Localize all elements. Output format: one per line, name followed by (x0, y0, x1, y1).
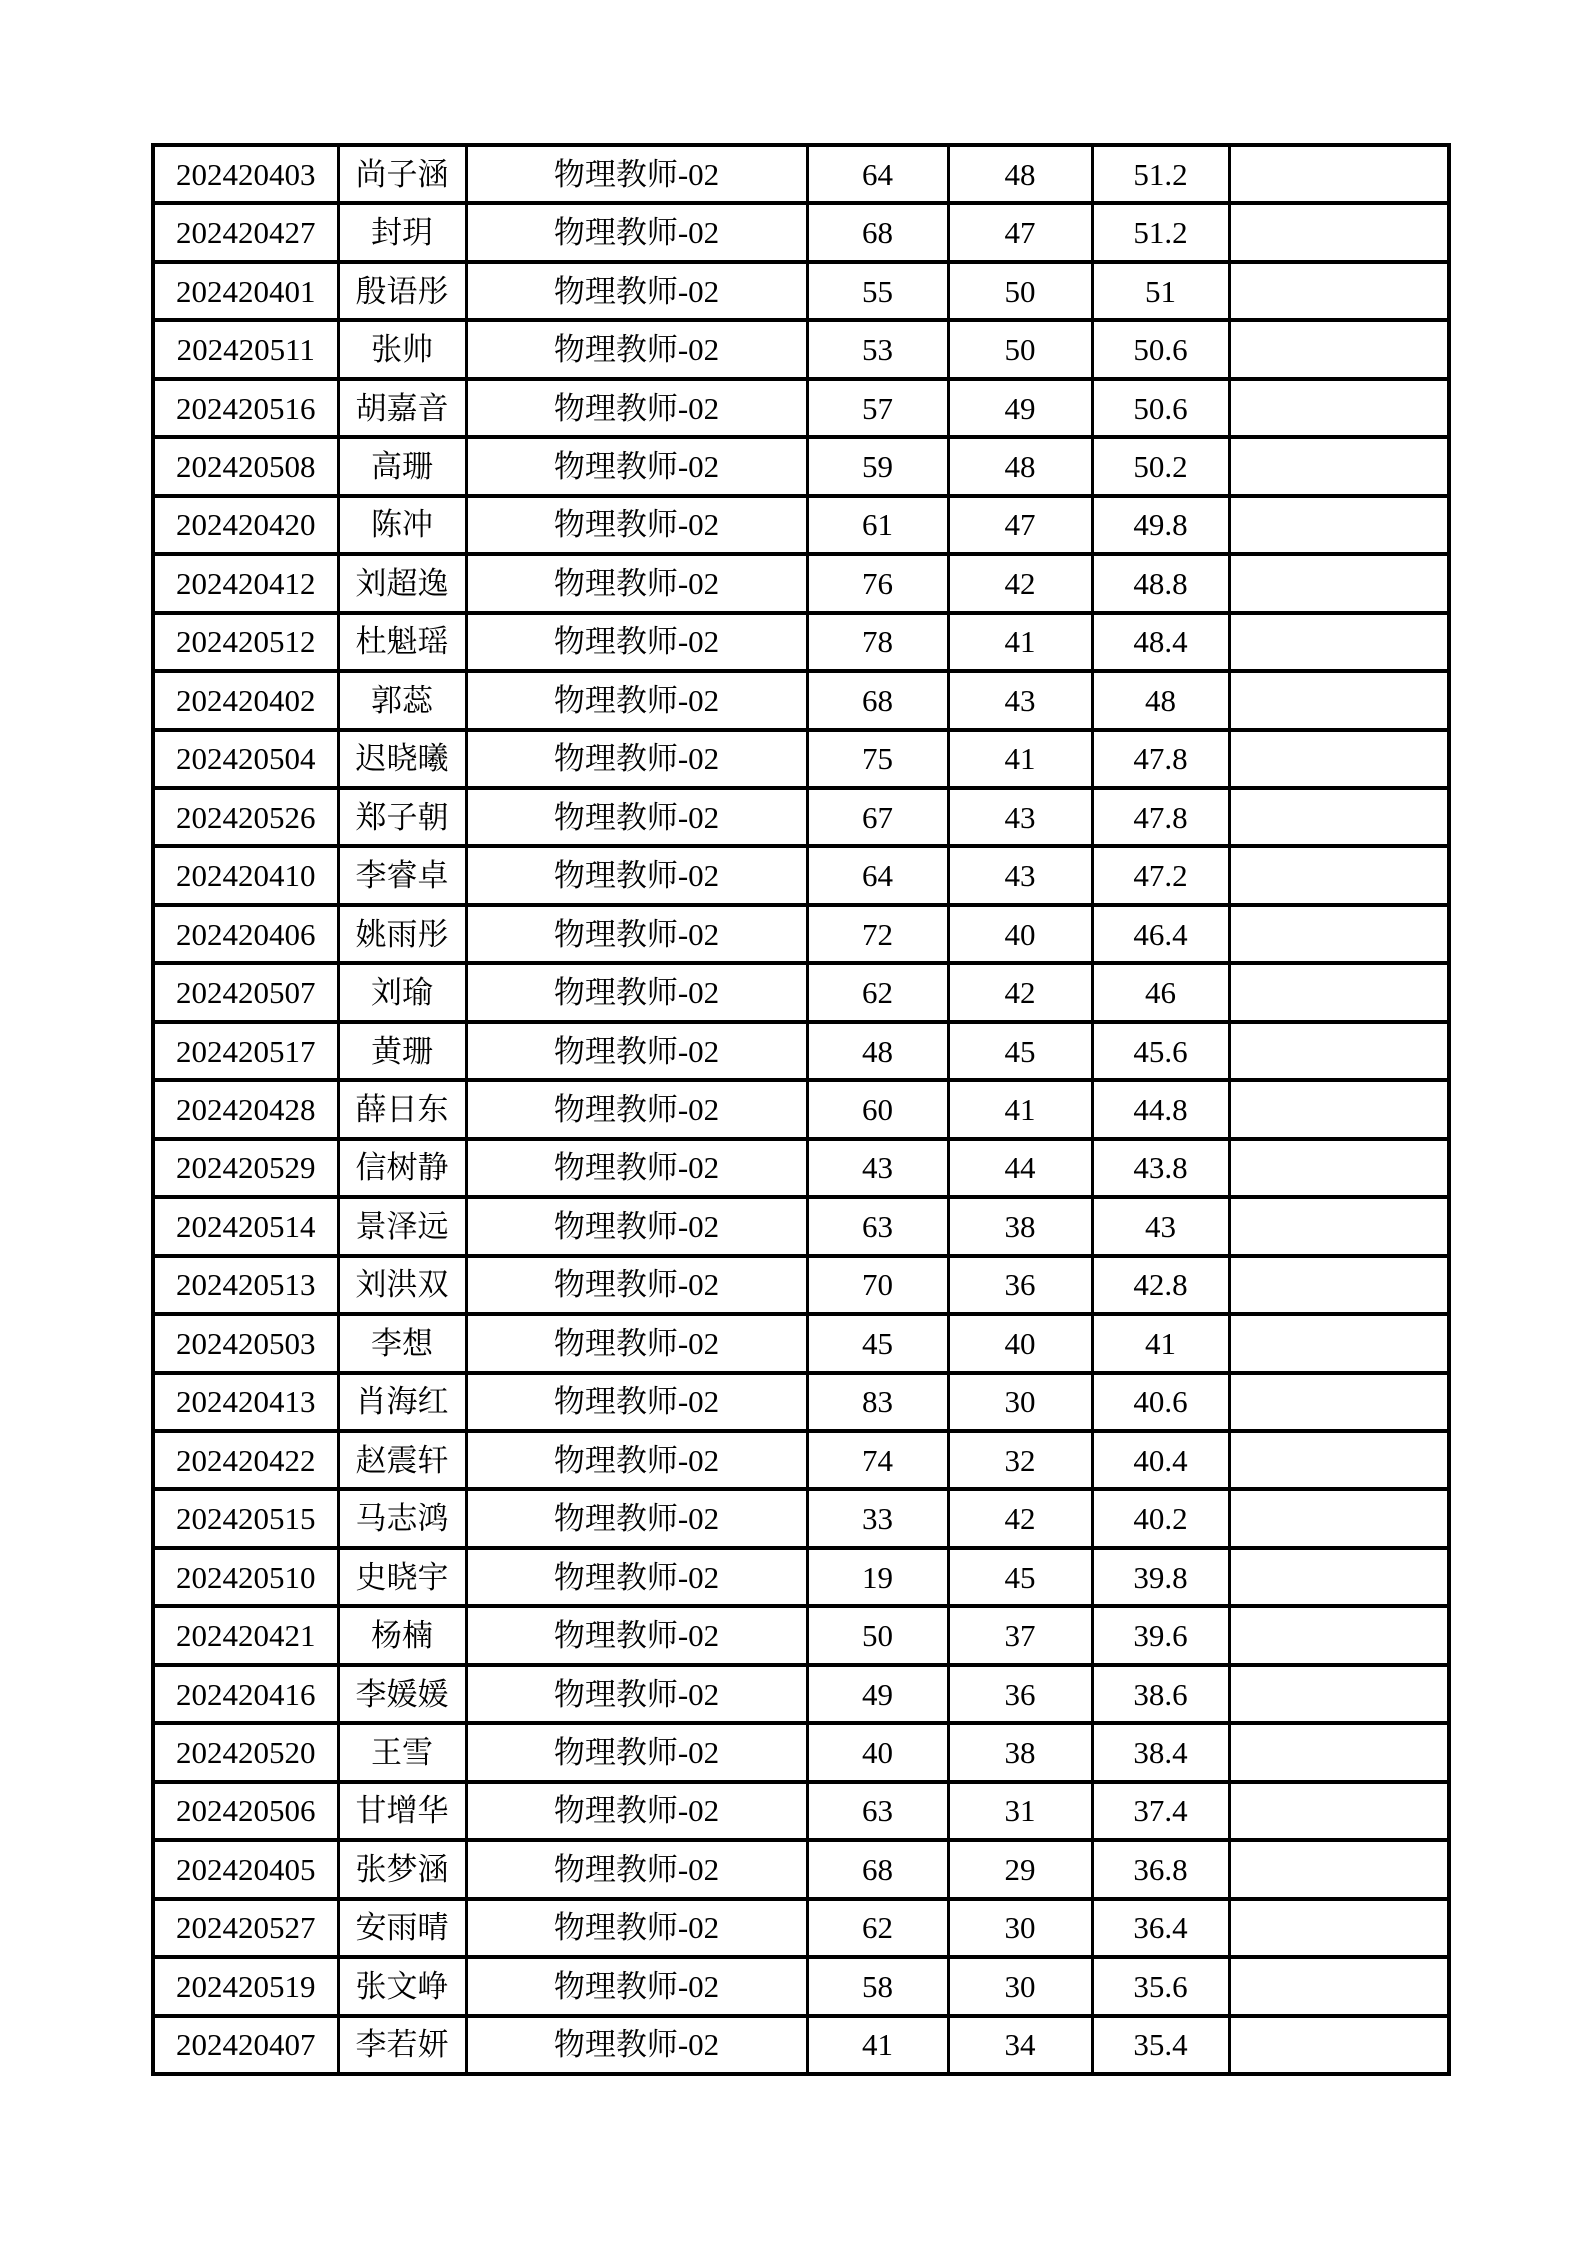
cell-total-score: 39.6 (1092, 1606, 1229, 1664)
cell-candidate-name: 马志鸿 (338, 1489, 466, 1547)
table-row (153, 1665, 1449, 1723)
cell-candidate-name: 李若妍 (338, 2016, 466, 2075)
cell-score-2: 45 (948, 1548, 1092, 1606)
cell-blank (1229, 963, 1449, 1021)
cell-position: 物理教师-02 (466, 437, 807, 495)
table-row (153, 1373, 1449, 1431)
cell-blank (1229, 1899, 1449, 1957)
cell-score-2: 43 (948, 671, 1092, 729)
cell-position: 物理教师-02 (466, 1197, 807, 1255)
cell-candidate-name: 张梦涵 (338, 1840, 466, 1898)
cell-blank (1229, 1489, 1449, 1547)
cell-blank (1229, 145, 1449, 203)
table-row (153, 320, 1449, 378)
cell-score-2: 30 (948, 1899, 1092, 1957)
cell-blank (1229, 262, 1449, 320)
cell-candidate-id: 202420511 (153, 320, 338, 378)
cell-candidate-id: 202420416 (153, 1665, 338, 1723)
cell-score-2: 29 (948, 1840, 1092, 1898)
cell-total-score: 42.8 (1092, 1256, 1229, 1314)
cell-position: 物理教师-02 (466, 1723, 807, 1781)
cell-score-2: 41 (948, 1080, 1092, 1138)
cell-candidate-name: 李媛媛 (338, 1665, 466, 1723)
cell-score-1: 72 (807, 905, 948, 963)
cell-candidate-name: 黄珊 (338, 1022, 466, 1080)
cell-position: 物理教师-02 (466, 905, 807, 963)
cell-blank (1229, 554, 1449, 612)
cell-total-score: 50.2 (1092, 437, 1229, 495)
cell-candidate-name: 郭蕊 (338, 671, 466, 729)
cell-score-2: 44 (948, 1139, 1092, 1197)
table-row (153, 1782, 1449, 1840)
cell-blank (1229, 1782, 1449, 1840)
cell-candidate-id: 202420422 (153, 1431, 338, 1489)
cell-total-score: 48.8 (1092, 554, 1229, 612)
cell-total-score: 38.6 (1092, 1665, 1229, 1723)
cell-score-2: 42 (948, 1489, 1092, 1547)
cell-total-score: 41 (1092, 1314, 1229, 1372)
cell-blank (1229, 671, 1449, 729)
cell-score-1: 61 (807, 496, 948, 554)
cell-total-score: 50.6 (1092, 379, 1229, 437)
cell-score-1: 43 (807, 1139, 948, 1197)
cell-total-score: 43.8 (1092, 1139, 1229, 1197)
cell-score-1: 64 (807, 145, 948, 203)
table-row (153, 730, 1449, 788)
cell-score-2: 49 (948, 379, 1092, 437)
cell-score-2: 31 (948, 1782, 1092, 1840)
cell-candidate-name: 史晓宇 (338, 1548, 466, 1606)
cell-total-score: 51 (1092, 262, 1229, 320)
cell-candidate-id: 202420405 (153, 1840, 338, 1898)
cell-candidate-name: 封玥 (338, 203, 466, 261)
cell-total-score: 48.4 (1092, 613, 1229, 671)
cell-blank (1229, 496, 1449, 554)
cell-candidate-id: 202420428 (153, 1080, 338, 1138)
cell-blank (1229, 1139, 1449, 1197)
cell-score-2: 42 (948, 963, 1092, 1021)
cell-position: 物理教师-02 (466, 1899, 807, 1957)
cell-position: 物理教师-02 (466, 1373, 807, 1431)
cell-candidate-name: 刘洪双 (338, 1256, 466, 1314)
cell-position: 物理教师-02 (466, 1665, 807, 1723)
cell-candidate-name: 景泽远 (338, 1197, 466, 1255)
cell-score-1: 76 (807, 554, 948, 612)
cell-candidate-id: 202420413 (153, 1373, 338, 1431)
cell-blank (1229, 613, 1449, 671)
cell-total-score: 45.6 (1092, 1022, 1229, 1080)
cell-total-score: 40.6 (1092, 1373, 1229, 1431)
table-row (153, 1314, 1449, 1372)
cell-score-2: 48 (948, 437, 1092, 495)
table-row (153, 1080, 1449, 1138)
cell-score-1: 68 (807, 671, 948, 729)
cell-total-score: 46 (1092, 963, 1229, 1021)
cell-score-2: 37 (948, 1606, 1092, 1664)
cell-blank (1229, 1840, 1449, 1898)
cell-position: 物理教师-02 (466, 788, 807, 846)
cell-score-2: 38 (948, 1723, 1092, 1781)
cell-candidate-id: 202420402 (153, 671, 338, 729)
cell-blank (1229, 1197, 1449, 1255)
cell-candidate-name: 胡嘉音 (338, 379, 466, 437)
cell-blank (1229, 905, 1449, 963)
cell-score-1: 55 (807, 262, 948, 320)
cell-candidate-id: 202420516 (153, 379, 338, 437)
cell-candidate-id: 202420506 (153, 1782, 338, 1840)
cell-candidate-id: 202420410 (153, 846, 338, 904)
cell-score-2: 43 (948, 788, 1092, 846)
cell-candidate-id: 202420504 (153, 730, 338, 788)
cell-blank (1229, 379, 1449, 437)
cell-total-score: 40.2 (1092, 1489, 1229, 1547)
cell-candidate-name: 甘增华 (338, 1782, 466, 1840)
cell-score-2: 32 (948, 1431, 1092, 1489)
cell-score-2: 36 (948, 1665, 1092, 1723)
cell-blank (1229, 846, 1449, 904)
cell-total-score: 51.2 (1092, 145, 1229, 203)
cell-total-score: 47.8 (1092, 730, 1229, 788)
cell-candidate-name: 郑子朝 (338, 788, 466, 846)
cell-total-score: 40.4 (1092, 1431, 1229, 1489)
cell-candidate-name: 迟晓曦 (338, 730, 466, 788)
cell-candidate-name: 刘超逸 (338, 554, 466, 612)
cell-position: 物理教师-02 (466, 963, 807, 1021)
table-row (153, 1723, 1449, 1781)
cell-candidate-id: 202420517 (153, 1022, 338, 1080)
cell-score-2: 41 (948, 613, 1092, 671)
table-row (153, 671, 1449, 729)
cell-candidate-id: 202420508 (153, 437, 338, 495)
cell-position: 物理教师-02 (466, 1314, 807, 1372)
cell-total-score: 47.8 (1092, 788, 1229, 846)
cell-position: 物理教师-02 (466, 1548, 807, 1606)
cell-candidate-id: 202420403 (153, 145, 338, 203)
table-row (153, 1022, 1449, 1080)
cell-blank (1229, 1665, 1449, 1723)
cell-candidate-id: 202420412 (153, 554, 338, 612)
cell-score-1: 50 (807, 1606, 948, 1664)
cell-blank (1229, 788, 1449, 846)
cell-candidate-name: 安雨晴 (338, 1899, 466, 1957)
cell-blank (1229, 1431, 1449, 1489)
cell-position: 物理教师-02 (466, 1080, 807, 1138)
cell-position: 物理教师-02 (466, 1489, 807, 1547)
cell-candidate-id: 202420512 (153, 613, 338, 671)
cell-position: 物理教师-02 (466, 1957, 807, 2015)
cell-blank (1229, 1957, 1449, 2015)
cell-total-score: 49.8 (1092, 496, 1229, 554)
cell-score-1: 53 (807, 320, 948, 378)
cell-candidate-name: 陈冲 (338, 496, 466, 554)
table-row (153, 613, 1449, 671)
cell-candidate-name: 张文峥 (338, 1957, 466, 2015)
cell-blank (1229, 2016, 1449, 2075)
cell-score-2: 40 (948, 1314, 1092, 1372)
cell-candidate-id: 202420407 (153, 2016, 338, 2075)
cell-total-score: 50.6 (1092, 320, 1229, 378)
cell-position: 物理教师-02 (466, 1022, 807, 1080)
cell-candidate-id: 202420406 (153, 905, 338, 963)
cell-candidate-id: 202420527 (153, 1899, 338, 1957)
cell-total-score: 39.8 (1092, 1548, 1229, 1606)
cell-score-1: 62 (807, 1899, 948, 1957)
cell-blank (1229, 1723, 1449, 1781)
cell-score-1: 68 (807, 1840, 948, 1898)
cell-total-score: 47.2 (1092, 846, 1229, 904)
cell-candidate-id: 202420519 (153, 1957, 338, 2015)
cell-score-2: 43 (948, 846, 1092, 904)
cell-score-1: 74 (807, 1431, 948, 1489)
cell-candidate-name: 李睿卓 (338, 846, 466, 904)
cell-candidate-name: 李想 (338, 1314, 466, 1372)
cell-candidate-name: 赵震轩 (338, 1431, 466, 1489)
cell-position: 物理教师-02 (466, 1431, 807, 1489)
cell-position: 物理教师-02 (466, 379, 807, 437)
cell-score-2: 47 (948, 496, 1092, 554)
cell-position: 物理教师-02 (466, 1256, 807, 1314)
table-row (153, 1139, 1449, 1197)
table-row (153, 379, 1449, 437)
cell-score-2: 40 (948, 905, 1092, 963)
cell-position: 物理教师-02 (466, 496, 807, 554)
cell-total-score: 48 (1092, 671, 1229, 729)
cell-candidate-id: 202420526 (153, 788, 338, 846)
cell-candidate-id: 202420503 (153, 1314, 338, 1372)
cell-score-2: 30 (948, 1957, 1092, 2015)
table-row (153, 1431, 1449, 1489)
cell-candidate-name: 信树静 (338, 1139, 466, 1197)
cell-score-2: 41 (948, 730, 1092, 788)
cell-position: 物理教师-02 (466, 1606, 807, 1664)
table-row (153, 203, 1449, 261)
cell-score-1: 83 (807, 1373, 948, 1431)
cell-blank (1229, 1022, 1449, 1080)
cell-candidate-name: 高珊 (338, 437, 466, 495)
table-row (153, 554, 1449, 612)
cell-candidate-name: 王雪 (338, 1723, 466, 1781)
cell-score-1: 63 (807, 1197, 948, 1255)
cell-total-score: 37.4 (1092, 1782, 1229, 1840)
table-row (153, 1489, 1449, 1547)
cell-score-1: 41 (807, 2016, 948, 2075)
cell-score-2: 42 (948, 554, 1092, 612)
cell-score-1: 48 (807, 1022, 948, 1080)
cell-candidate-id: 202420420 (153, 496, 338, 554)
table-row (153, 2016, 1449, 2075)
cell-score-1: 19 (807, 1548, 948, 1606)
cell-total-score: 35.6 (1092, 1957, 1229, 2015)
cell-candidate-id: 202420520 (153, 1723, 338, 1781)
cell-candidate-id: 202420510 (153, 1548, 338, 1606)
cell-candidate-name: 刘瑜 (338, 963, 466, 1021)
cell-candidate-name: 杜魁瑶 (338, 613, 466, 671)
table-row (153, 145, 1449, 203)
cell-candidate-id: 202420507 (153, 963, 338, 1021)
cell-position: 物理教师-02 (466, 145, 807, 203)
cell-candidate-name: 杨楠 (338, 1606, 466, 1664)
cell-score-2: 30 (948, 1373, 1092, 1431)
cell-candidate-id: 202420514 (153, 1197, 338, 1255)
cell-score-2: 38 (948, 1197, 1092, 1255)
cell-position: 物理教师-02 (466, 262, 807, 320)
cell-score-1: 62 (807, 963, 948, 1021)
cell-position: 物理教师-02 (466, 613, 807, 671)
table-row (153, 496, 1449, 554)
cell-score-2: 47 (948, 203, 1092, 261)
cell-candidate-name: 薛日东 (338, 1080, 466, 1138)
cell-candidate-id: 202420529 (153, 1139, 338, 1197)
cell-blank (1229, 203, 1449, 261)
cell-position: 物理教师-02 (466, 320, 807, 378)
table-row (153, 1899, 1449, 1957)
cell-candidate-id: 202420401 (153, 262, 338, 320)
cell-total-score: 44.8 (1092, 1080, 1229, 1138)
cell-blank (1229, 1256, 1449, 1314)
table-row (153, 1840, 1449, 1898)
cell-score-1: 59 (807, 437, 948, 495)
cell-position: 物理教师-02 (466, 1782, 807, 1840)
cell-total-score: 51.2 (1092, 203, 1229, 261)
table-row (153, 437, 1449, 495)
cell-blank (1229, 1373, 1449, 1431)
cell-candidate-name: 姚雨彤 (338, 905, 466, 963)
cell-blank (1229, 437, 1449, 495)
cell-blank (1229, 1314, 1449, 1372)
cell-total-score: 36.4 (1092, 1899, 1229, 1957)
cell-candidate-name: 张帅 (338, 320, 466, 378)
table-row (153, 1606, 1449, 1664)
cell-score-1: 45 (807, 1314, 948, 1372)
cell-position: 物理教师-02 (466, 1139, 807, 1197)
table-row (153, 262, 1449, 320)
cell-score-2: 45 (948, 1022, 1092, 1080)
cell-candidate-id: 202420427 (153, 203, 338, 261)
cell-score-1: 63 (807, 1782, 948, 1840)
cell-score-1: 60 (807, 1080, 948, 1138)
cell-score-1: 67 (807, 788, 948, 846)
table-row (153, 905, 1449, 963)
cell-total-score: 38.4 (1092, 1723, 1229, 1781)
table-row (153, 963, 1449, 1021)
cell-total-score: 36.8 (1092, 1840, 1229, 1898)
cell-score-1: 58 (807, 1957, 948, 2015)
cell-candidate-name: 尚子涵 (338, 145, 466, 203)
cell-candidate-id: 202420515 (153, 1489, 338, 1547)
cell-blank (1229, 1080, 1449, 1138)
cell-score-2: 34 (948, 2016, 1092, 2075)
cell-position: 物理教师-02 (466, 730, 807, 788)
cell-position: 物理教师-02 (466, 2016, 807, 2075)
table-row (153, 1548, 1449, 1606)
cell-score-1: 57 (807, 379, 948, 437)
cell-score-1: 78 (807, 613, 948, 671)
candidate-score-table (151, 143, 1451, 2076)
cell-candidate-id: 202420421 (153, 1606, 338, 1664)
cell-blank (1229, 1606, 1449, 1664)
cell-score-1: 33 (807, 1489, 948, 1547)
cell-score-2: 50 (948, 320, 1092, 378)
cell-position: 物理教师-02 (466, 554, 807, 612)
cell-score-2: 50 (948, 262, 1092, 320)
cell-position: 物理教师-02 (466, 846, 807, 904)
cell-candidate-name: 肖海红 (338, 1373, 466, 1431)
cell-total-score: 43 (1092, 1197, 1229, 1255)
cell-total-score: 35.4 (1092, 2016, 1229, 2075)
table-row (153, 846, 1449, 904)
cell-position: 物理教师-02 (466, 203, 807, 261)
cell-blank (1229, 320, 1449, 378)
cell-score-1: 49 (807, 1665, 948, 1723)
table-row (153, 1256, 1449, 1314)
cell-score-1: 64 (807, 846, 948, 904)
table-row (153, 788, 1449, 846)
cell-score-1: 68 (807, 203, 948, 261)
cell-score-1: 75 (807, 730, 948, 788)
cell-blank (1229, 730, 1449, 788)
cell-total-score: 46.4 (1092, 905, 1229, 963)
cell-position: 物理教师-02 (466, 1840, 807, 1898)
cell-score-2: 36 (948, 1256, 1092, 1314)
table-row (153, 1197, 1449, 1255)
cell-score-2: 48 (948, 145, 1092, 203)
table-row (153, 1957, 1449, 2015)
cell-score-1: 40 (807, 1723, 948, 1781)
cell-candidate-name: 殷语彤 (338, 262, 466, 320)
cell-score-1: 70 (807, 1256, 948, 1314)
cell-position: 物理教师-02 (466, 671, 807, 729)
cell-candidate-id: 202420513 (153, 1256, 338, 1314)
cell-blank (1229, 1548, 1449, 1606)
